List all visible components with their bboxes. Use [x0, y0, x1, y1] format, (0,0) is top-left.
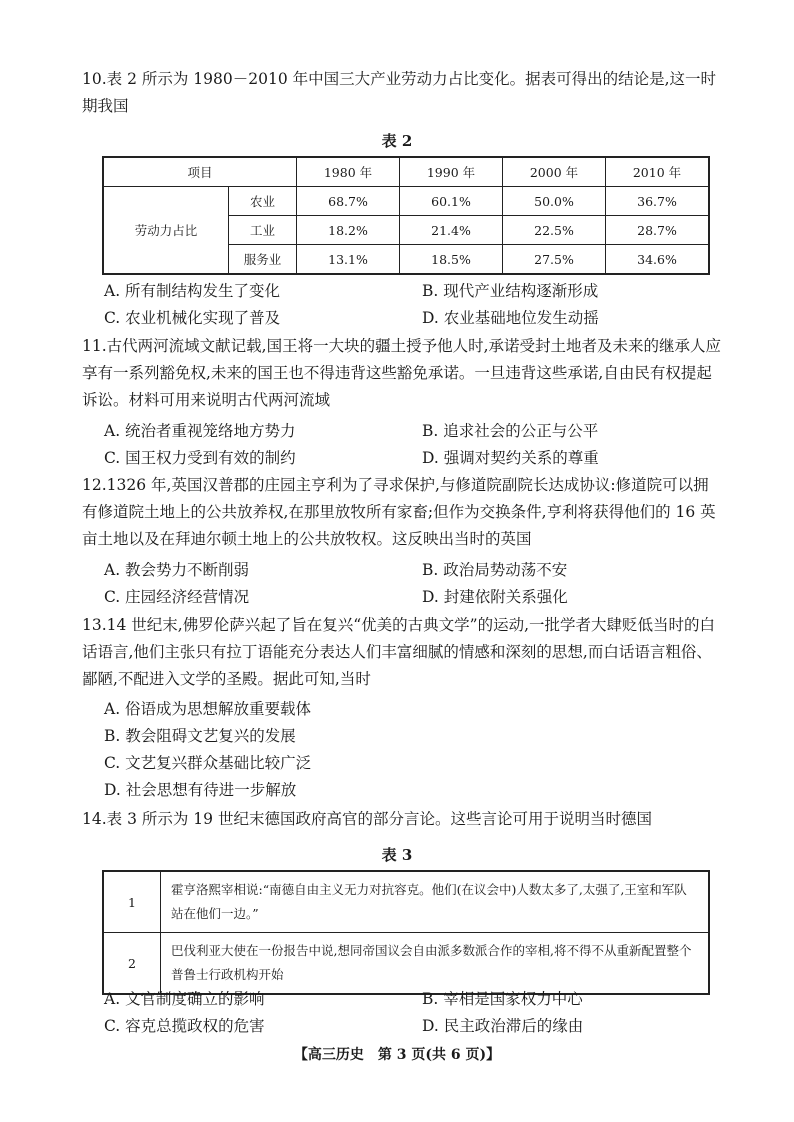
question-11-option-c[interactable]: C. 国王权力受到有效的制约	[104, 449, 296, 467]
question-12-option-a[interactable]: A. 教会势力不断削弱	[104, 561, 250, 579]
table-3-row-text: 霍亨洛熙宰相说:“南德自由主义无力对抗容克。他们(在议会中)人数太多了,太强了,王室和军队站在他们一边。”	[161, 871, 710, 933]
table-3	[102, 870, 710, 995]
question-11-stem: 11.古代两河流域文献记载,国王将一大块的疆土授予他人时,承诺受封土地者及未来的继承人应享有一系列豁免权,未来的国王也不得违背这些豁免承诺。一旦违背这些承诺,自由民有权提起诉讼。材料可用来说明古代两河流域	[82, 337, 722, 409]
table-row	[103, 871, 709, 933]
question-14-option-c[interactable]: C. 容克总揽政权的危害	[104, 1017, 265, 1035]
page-footer: 【高三历史 第 3 页(共 6 页)】	[293, 1047, 501, 1063]
table-cell: 28.7%	[606, 216, 710, 245]
question-12-option-d[interactable]: D. 封建依附关系强化	[422, 588, 568, 606]
table-3-caption: 表 3	[381, 846, 413, 864]
table-cell: 27.5%	[503, 245, 606, 275]
table-cell: 13.1%	[297, 245, 400, 275]
question-10-option-a[interactable]: A. 所有制结构发生了变化	[104, 282, 281, 300]
table-2-year-1990: 1990 年	[400, 157, 503, 187]
table-cell: 36.7%	[606, 187, 710, 216]
question-13-option-b[interactable]: B. 教会阻碍文艺复兴的发展	[104, 727, 296, 745]
table-2-row-label: 农业	[229, 187, 297, 216]
question-13-stem: 13.14 世纪末,佛罗伦萨兴起了旨在复兴“优美的古典文学”的运动,一批学者大肆贬低当时的白话语言,他们主张只有拉丁语能充分表达人们丰富细腻的情感和深刻的思想,而白话语言粗俗、鄙陋,不配进入文学的圣殿。据此可知,当时	[82, 616, 716, 688]
question-14-stem: 14.表 3 所示为 19 世纪末德国政府高官的部分言论。这些言论可用于说明当时德国	[82, 810, 652, 828]
table-cell: 60.1%	[400, 187, 503, 216]
table-2-year-1980: 1980 年	[297, 157, 400, 187]
table-3-row-text: 巴伐利亚大使在一份报告中说,想同帝国议会自由派多数派合作的宰相,将不得不从重新配置整个普鲁士行政机构开始	[161, 933, 710, 995]
question-10-option-b[interactable]: B. 现代产业结构逐渐形成	[422, 282, 599, 300]
table-cell: 50.0%	[503, 187, 606, 216]
table-cell: 21.4%	[400, 216, 503, 245]
table-cell: 18.5%	[400, 245, 503, 275]
table-2-header-row	[103, 157, 709, 187]
table-cell: 34.6%	[606, 245, 710, 275]
question-13-option-c[interactable]: C. 文艺复兴群众基础比较广泛	[104, 754, 312, 772]
question-12-stem: 12.1326 年,英国汉普郡的庄园主亨利为了寻求保护,与修道院副院长达成协议:修道院可以拥有修道院土地上的公共放养权,在那里放牧所有家畜;但作为交换条件,亨利将获得他们的 16 英亩土地以及在拜迪尔顿土地上的公共放牧权。这反映出当时的英国	[82, 476, 716, 548]
question-13-option-a[interactable]: A. 俗语成为思想解放重要载体	[104, 700, 312, 718]
table-2-caption: 表 2	[381, 132, 413, 150]
question-14-option-a[interactable]: A. 文官制度确立的影响	[104, 990, 265, 1008]
table-cell: 22.5%	[503, 216, 606, 245]
question-10-option-d[interactable]: D. 农业基础地位发生动摇	[422, 309, 599, 327]
question-10-stem: 10.表 2 所示为 1980－2010 年中国三大产业劳动力占比变化。据表可得出的结论是,这一时期我国	[82, 70, 717, 115]
table-2-group-label: 劳动力占比	[103, 187, 229, 275]
table-2-year-2010: 2010 年	[606, 157, 710, 187]
question-13-option-d[interactable]: D. 社会思想有待进一步解放	[104, 781, 297, 799]
question-14-option-b[interactable]: B. 宰相是国家权力中心	[422, 990, 583, 1008]
question-12-option-c[interactable]: C. 庄园经济经营情况	[104, 588, 250, 606]
table-3-row-number: 2	[103, 933, 161, 995]
table-row	[103, 933, 709, 995]
table-row	[103, 187, 709, 216]
question-10-option-c[interactable]: C. 农业机械化实现了普及	[104, 309, 281, 327]
question-11-option-a[interactable]: A. 统治者重视笼络地方势力	[104, 422, 296, 440]
table-2-header-item: 项目	[103, 157, 297, 187]
table-cell: 68.7%	[297, 187, 400, 216]
question-11-option-d[interactable]: D. 强调对契约关系的尊重	[422, 449, 599, 467]
question-12-option-b[interactable]: B. 政治局势动荡不安	[422, 561, 568, 579]
table-2-row-label: 服务业	[229, 245, 297, 275]
question-11-option-b[interactable]: B. 追求社会的公正与公平	[422, 422, 599, 440]
question-14-option-d[interactable]: D. 民主政治滞后的缘由	[422, 1017, 584, 1035]
table-2-year-2000: 2000 年	[503, 157, 606, 187]
table-2	[102, 156, 710, 275]
table-cell: 18.2%	[297, 216, 400, 245]
table-3-row-number: 1	[103, 871, 161, 933]
table-2-row-label: 工业	[229, 216, 297, 245]
